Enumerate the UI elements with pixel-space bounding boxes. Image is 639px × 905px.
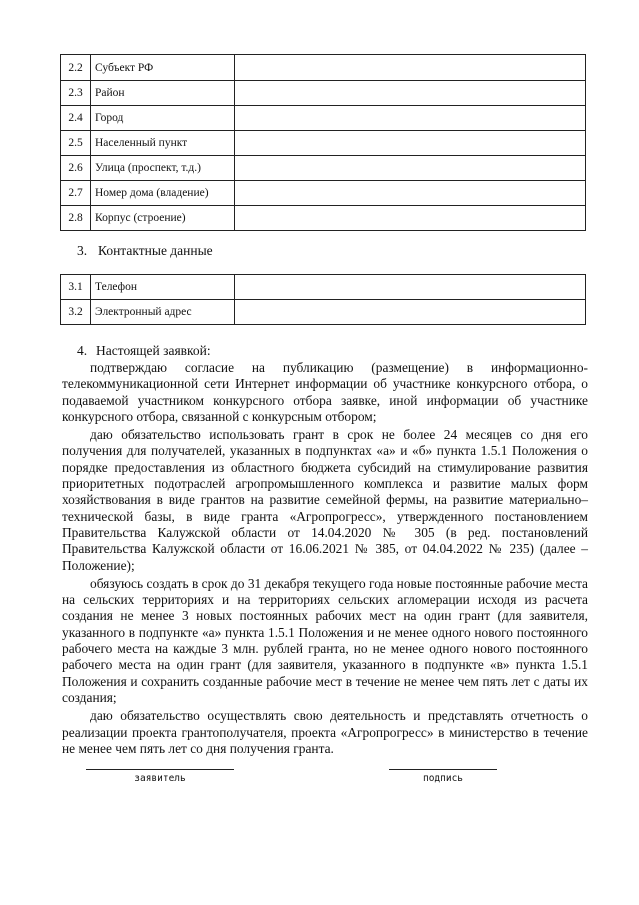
- paragraph-reporting: даю обязательство осуществлять свою деятельность и представлять отчетность о реализации проекта грантополучателя, проекта «Агропрогресс» в министерство в течение не менее чем пять лет со дня получения гранта.: [62, 708, 588, 756]
- table-row: [61, 106, 586, 131]
- row-label: Район: [91, 81, 235, 106]
- table-row: [61, 275, 586, 300]
- table-row: [61, 81, 586, 106]
- street-value-cell[interactable]: [235, 156, 586, 181]
- row-label: Улица (проспект, т.д.): [91, 156, 235, 181]
- address-table: [60, 54, 586, 231]
- signature-caption: подпись: [422, 773, 464, 784]
- section-title: Настоящей заявкой:: [96, 343, 211, 358]
- table-row: [61, 156, 586, 181]
- paragraph-grant-usage: даю обязательство использовать грант в срок не более 24 месяцев со дня его получения для получателей, указанных в подпунктах «а» и «б» пункта 1.5.1 Положения о порядке предоставления из областного бюджета субсидий на стимулирование развития приоритетных подотраслей агропромышленного комплекса и развитие малых форм хозяйствования в виде грантов на развитие семейной фермы, на развитие материально–технической базы, в виде гранта «Агропрогресс», утвержденного постановлением Правительства Калужской области от 14.04.2020 № 305 (в ред. постановлений Правительства Калужской области от 16.06.2021 № 385, от 04.04.2022 № 235) (далее – Положение);: [62, 427, 588, 573]
- building-value-cell[interactable]: [235, 206, 586, 231]
- section-number: 3.: [77, 243, 88, 258]
- table-row: [61, 206, 586, 231]
- row-number: 2.2: [61, 55, 91, 81]
- row-number: 2.3: [61, 81, 91, 106]
- row-label: Электронный адрес: [91, 300, 235, 325]
- paragraph-jobs: обязуюсь создать в срок до 31 декабря текущего года новые постоянные рабочие места на сельских территориях и на территориях сельских агломерации исходя из расчета создания не менее 3 новых постоянных рабочих мест на один грант (для заявителя, указанного в подпункте «а» пункта 1.5.1 Положения и не менее одного нового постоянного рабочего места на каждые 3 млн. рублей гранта, но не менее одного нового постоянного рабочего места на один грант (для заявителя, указанного в подпункте «в» пункта 1.5.1 Положения и сохранить созданные рабочие мест в течение не менее чем пять лет с даты их создания;: [62, 575, 588, 705]
- row-number: 3.2: [61, 300, 91, 325]
- declaration-text: [62, 360, 588, 759]
- section-number: 4.: [77, 343, 88, 358]
- table-row: [61, 55, 586, 81]
- region-value-cell[interactable]: [235, 55, 586, 81]
- table-row: [61, 181, 586, 206]
- city-value-cell[interactable]: [235, 106, 586, 131]
- applicant-caption: заявитель: [134, 773, 186, 784]
- row-number: 2.4: [61, 106, 91, 131]
- applicant-signature-line: [86, 769, 234, 789]
- district-value-cell[interactable]: [235, 81, 586, 106]
- row-number: 2.5: [61, 131, 91, 156]
- paragraph-consent: подтверждаю согласие на публикацию (размещение) в информационно-телекоммуникационной сети Интернет информации об участнике конкурсного отбора, о подаваемой участником конкурсного отбора заявке, иной информации об участнике конкурсного отбора, связанной с конкурсным отбором;: [62, 360, 588, 424]
- table-row: [61, 131, 586, 156]
- row-label: Субъект РФ: [91, 55, 235, 81]
- row-number: 3.1: [61, 275, 91, 300]
- email-value-cell[interactable]: [235, 300, 586, 325]
- row-number: 2.7: [61, 181, 91, 206]
- section-title: Контактные данные: [98, 243, 213, 258]
- section-4-heading: [77, 343, 211, 359]
- phone-value-cell[interactable]: [235, 275, 586, 300]
- row-label: Город: [91, 106, 235, 131]
- settlement-value-cell[interactable]: [235, 131, 586, 156]
- contacts-table: [60, 274, 586, 325]
- house-value-cell[interactable]: [235, 181, 586, 206]
- row-label: Номер дома (владение): [91, 181, 235, 206]
- signature-line: [389, 769, 497, 789]
- row-number: 2.6: [61, 156, 91, 181]
- row-label: Телефон: [91, 275, 235, 300]
- row-number: 2.8: [61, 206, 91, 231]
- row-label: Населенный пункт: [91, 131, 235, 156]
- row-label: Корпус (строение): [91, 206, 235, 231]
- section-3-heading: [77, 243, 213, 259]
- table-row: [61, 300, 586, 325]
